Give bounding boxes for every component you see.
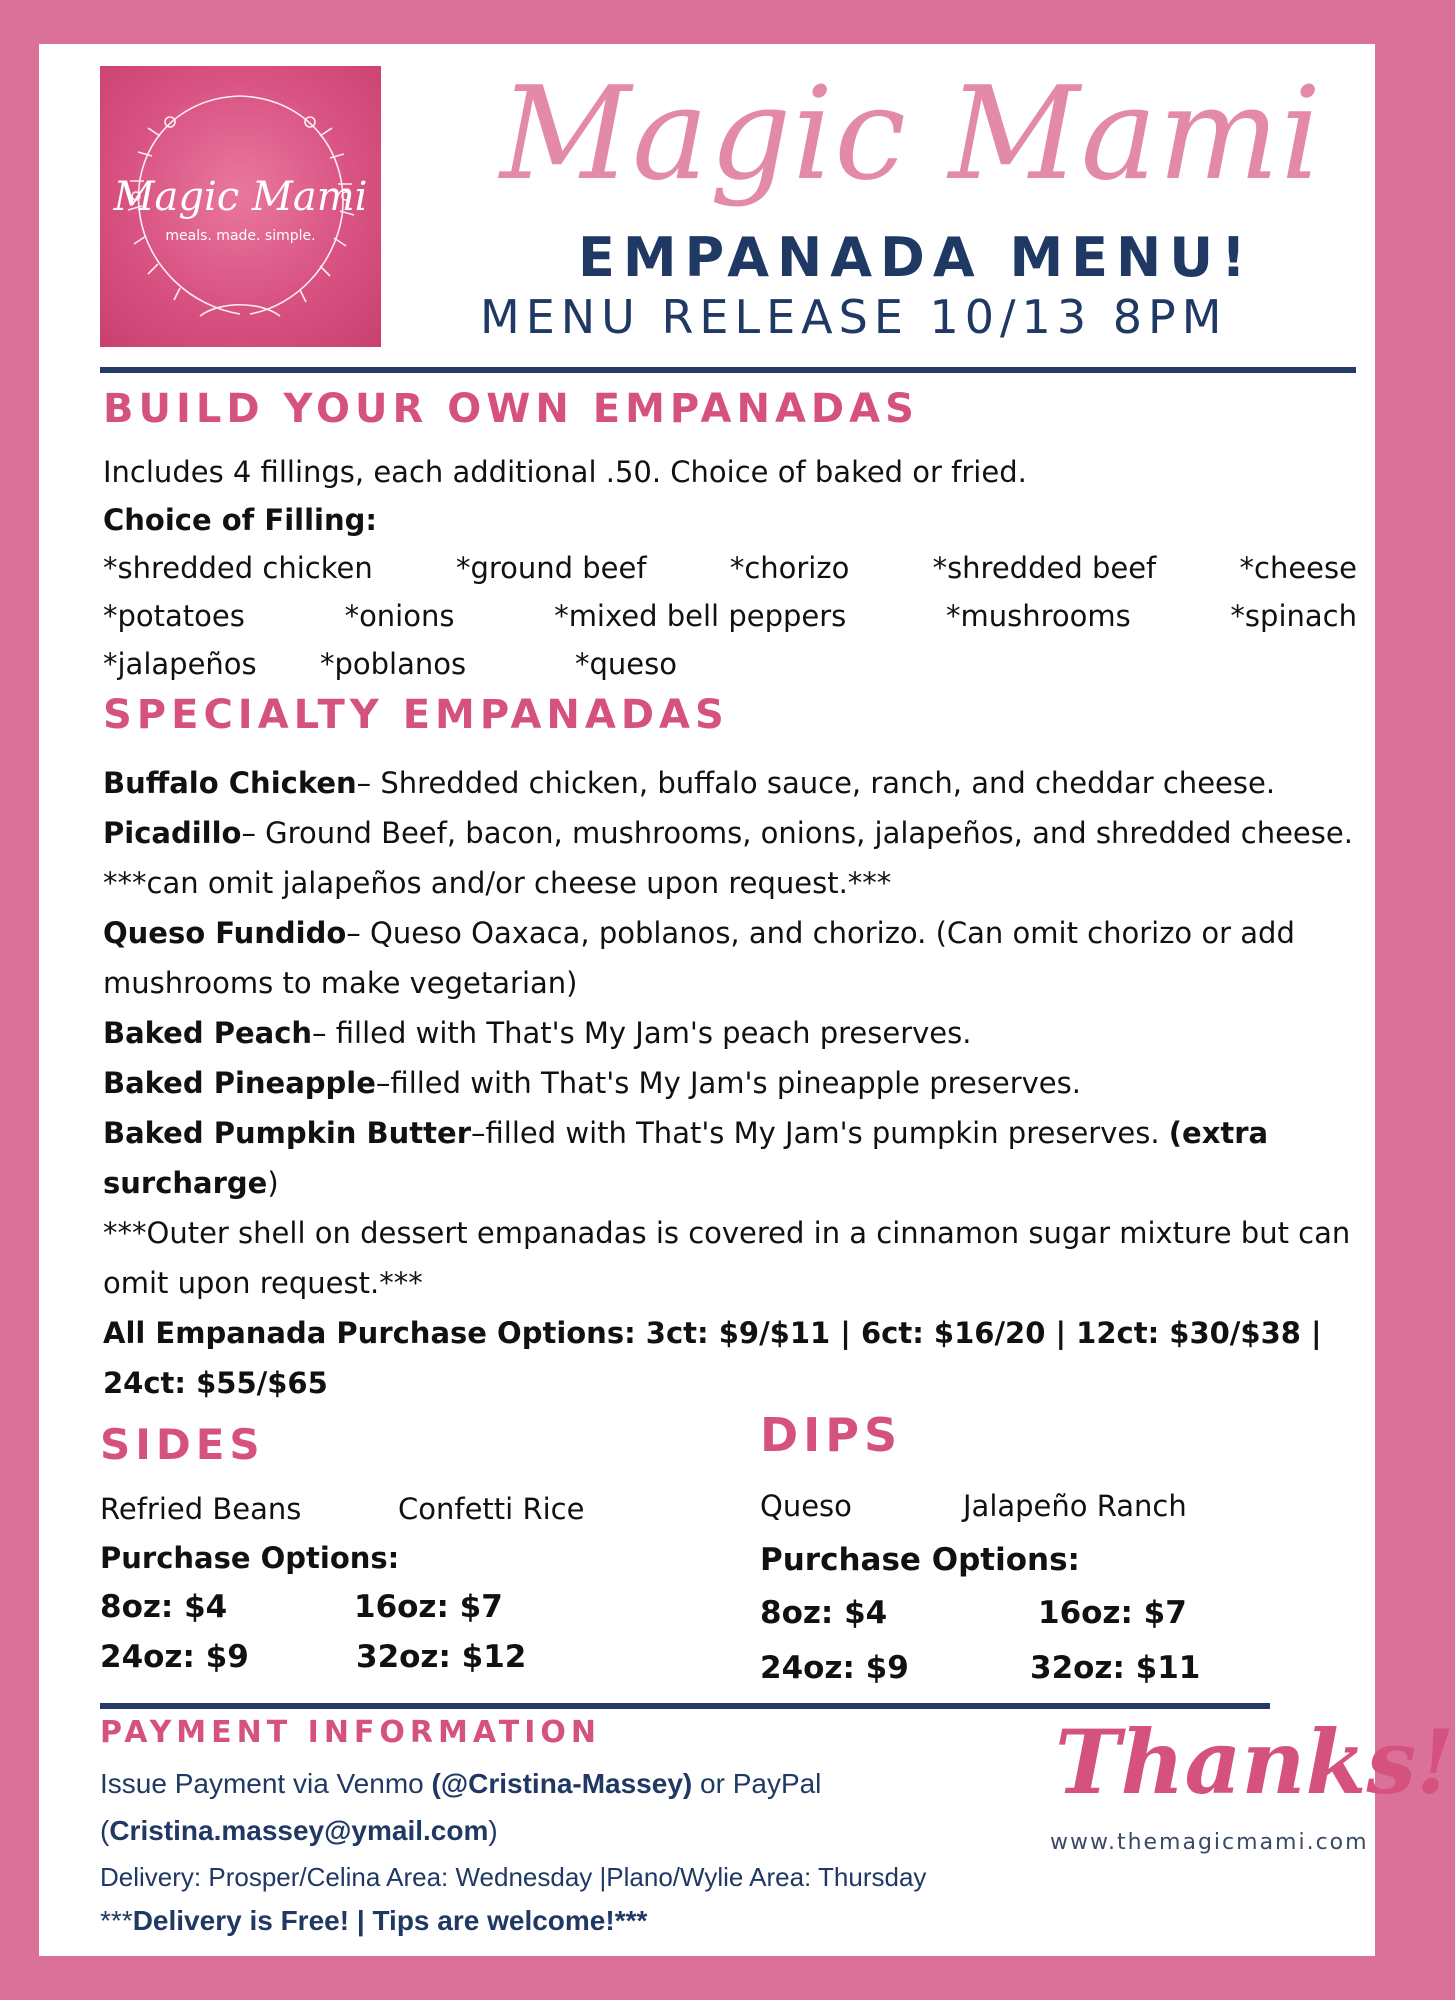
sides-price: 16oz: $7 [354, 1589, 503, 1625]
empanada-purchase-options: All Empanada Purchase Options: 3ct: $9/$11 | 6ct: $16/20 | 12ct: $30/$38 | 24ct: $55/$65 [103, 1316, 1322, 1400]
payment-line: Issue Payment via Venmo (@Cristina-Massey) or PayPal [100, 1768, 822, 1799]
specialty-heading: SPECIALTY EMPANADAS [103, 692, 729, 738]
sides-price: 8oz: $4 [100, 1589, 228, 1625]
sides-price: 32oz: $12 [356, 1639, 527, 1675]
dip-item: Jalapeño Ranch [963, 1489, 1187, 1523]
filling-item: *onions [344, 599, 455, 633]
filling-item: *shredded beef [932, 551, 1157, 585]
dips-options-label: Purchase Options: [760, 1542, 1080, 1578]
filling-item: *potatoes [103, 599, 245, 633]
release-date: MENU RELEASE 10/13 8PM [480, 290, 1228, 344]
website-link[interactable]: www.themagicmami.com [1050, 1830, 1369, 1855]
filling-item: *cheese [1239, 551, 1357, 585]
side-item: Confetti Rice [398, 1492, 585, 1526]
filling-item: *poblanos [320, 647, 467, 681]
filling-item: *shredded chicken [103, 551, 373, 585]
delivery-note: ***Delivery is Free! | Tips are welcome!*** [100, 1905, 648, 1936]
filling-item: *queso [575, 647, 677, 681]
dessert-note: ***Outer shell on dessert empanadas is covered in a cinnamon sugar mixture but can omit upon request.*** [103, 1216, 1351, 1300]
dip-item: Queso [760, 1489, 852, 1523]
dips-price: 16oz: $7 [1038, 1595, 1187, 1631]
filling-row [103, 551, 1357, 585]
dips-price: 32oz: $11 [1030, 1650, 1201, 1686]
payment-divider [100, 1703, 1270, 1709]
menu-title: EMPANADA MENU! [578, 226, 1254, 289]
dips-price: 24oz: $9 [760, 1650, 909, 1686]
dips-heading: DIPS [760, 1408, 903, 1462]
logo [100, 66, 381, 347]
filling-item: *spinach [1230, 599, 1357, 633]
sides-heading: SIDES [100, 1420, 265, 1469]
sides-options-label: Purchase Options: [100, 1541, 400, 1575]
specialty-item: Baked Peach– filled with That's My Jam's peach preserves. [103, 1016, 972, 1050]
thanks-text: Thanks! [1055, 1710, 1455, 1814]
build-intro: Includes 4 fillings, each additional .50. Choice of baked or fried. [103, 455, 1027, 489]
filling-item: *ground beef [455, 551, 647, 585]
filling-item: *jalapeños [103, 647, 257, 681]
brand-title: Magic Mami [500, 60, 1323, 209]
specialty-item: Queso Fundido– Queso Oaxaca, poblanos, and chorizo. (Can omit chorizo or add mushrooms to make vegetarian) [103, 916, 1295, 1000]
specialty-item: Baked Pineapple–filled with That's My Jam's pineapple preserves. [103, 1066, 1081, 1100]
delivery-schedule: Delivery: Prosper/Celina Area: Wednesday |Plano/Wylie Area: Thursday [100, 1862, 927, 1892]
filling-item: *mixed bell peppers [554, 599, 847, 633]
dips-price: 8oz: $4 [760, 1595, 888, 1631]
filling-item: *chorizo [729, 551, 850, 585]
logo-title: Magic Mami [113, 174, 368, 220]
payment-heading: PAYMENT INFORMATION [100, 1715, 602, 1750]
build-heading: BUILD YOUR OWN EMPANADAS [103, 386, 919, 432]
sides-price: 24oz: $9 [100, 1639, 249, 1675]
venmo-handle[interactable]: (@Cristina-Massey) [431, 1768, 693, 1799]
filling-row [103, 599, 1357, 633]
header-divider [100, 367, 1356, 373]
side-item: Refried Beans [100, 1492, 302, 1526]
specialty-item: Baked Pumpkin Butter–filled with That's My Jam's pumpkin preserves. (extra surcharge) [103, 1116, 1269, 1200]
specialty-item: Buffalo Chicken– Shredded chicken, buffalo sauce, ranch, and cheddar cheese. [103, 766, 1276, 800]
filling-label: Choice of Filling: [103, 503, 377, 537]
specialty-item: Picadillo– Ground Beef, bacon, mushrooms, onions, jalapeños, and shredded cheese. ***can omit jalapeños and/or cheese upon request.*** [103, 816, 1353, 900]
specialty-list [103, 758, 1353, 1408]
logo-tagline: meals. made. simple. [165, 228, 316, 244]
paypal-line: (Cristina.massey@ymail.com) [100, 1815, 498, 1846]
paypal-email[interactable]: Cristina.massey@ymail.com [109, 1815, 489, 1846]
filling-item: *mushrooms [945, 599, 1131, 633]
